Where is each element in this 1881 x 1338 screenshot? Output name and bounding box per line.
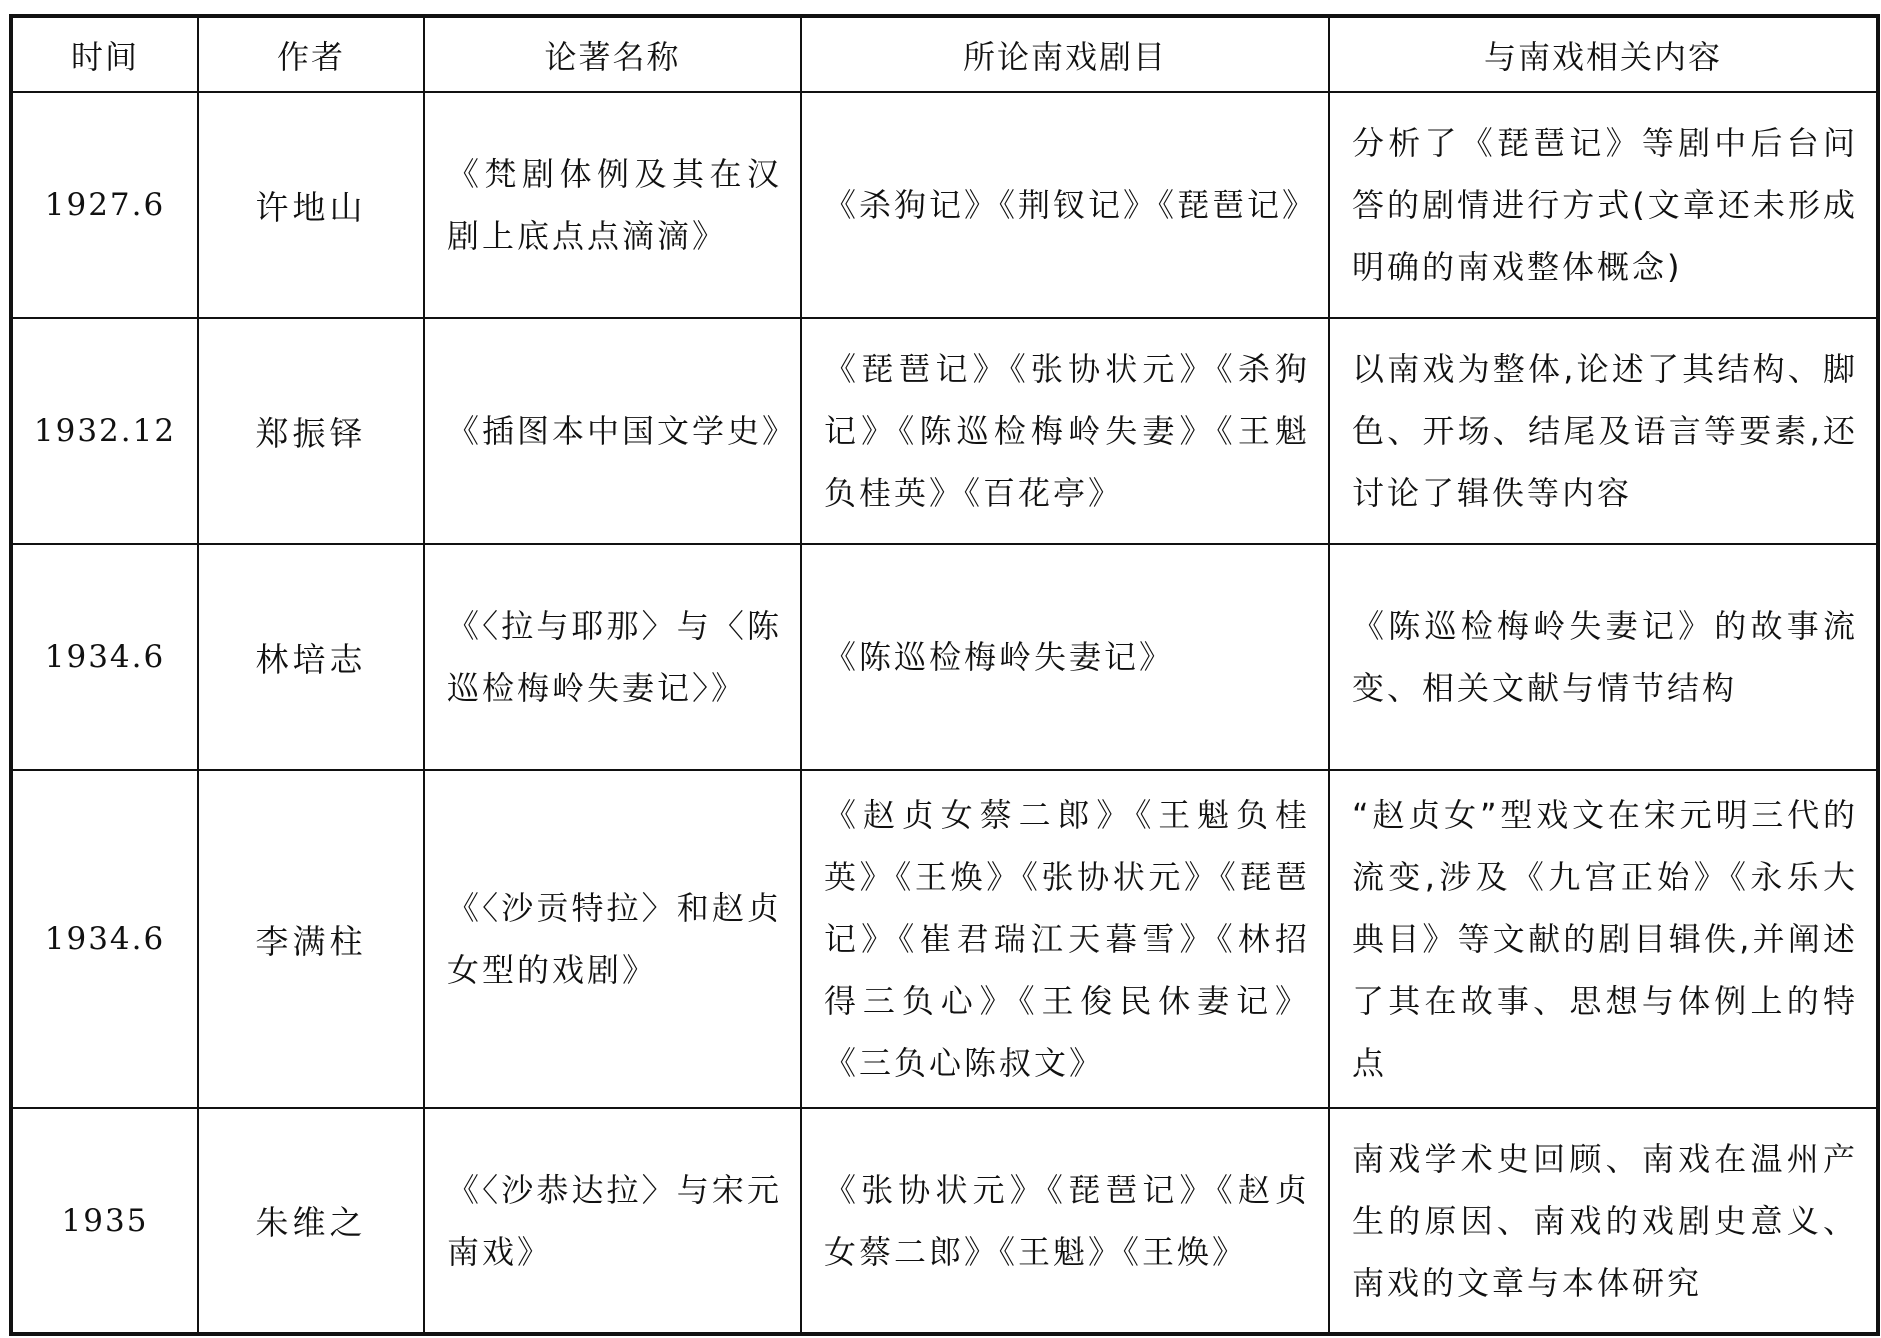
table-row xyxy=(11,92,1878,318)
cell-related-content: 以南戏为整体,论述了其结构、脚色、开场、结尾及语言等要素,还讨论了辑佚等内容 xyxy=(1329,318,1878,544)
cell-work-title: 《〈沙恭达拉〉与宋元南戏》 xyxy=(424,1108,801,1334)
header-plays: 所论南戏剧目 xyxy=(801,16,1329,92)
cell-plays: 《琵琶记》《张协状元》《杀狗记》《陈巡检梅岭失妻》《王魁负桂英》《百花亭》 xyxy=(801,318,1329,544)
cell-time: 1934.6 xyxy=(11,770,198,1108)
cell-author: 李满柱 xyxy=(198,770,424,1108)
cell-work-title: 《〈拉与耶那〉与〈陈巡检梅岭失妻记〉》 xyxy=(424,544,801,770)
cell-related-content: 南戏学术史回顾、南戏在温州产生的原因、南戏的戏剧史意义、南戏的文章与本体研究 xyxy=(1329,1108,1878,1334)
header-related-content: 与南戏相关内容 xyxy=(1329,16,1878,92)
cell-author: 许地山 xyxy=(198,92,424,318)
cell-time: 1935 xyxy=(11,1108,198,1334)
table-row xyxy=(11,318,1878,544)
cell-related-content: 分析了《琵琶记》等剧中后台问答的剧情进行方式(文章还未形成明确的南戏整体概念) xyxy=(1329,92,1878,318)
table-row xyxy=(11,544,1878,770)
research-table xyxy=(9,14,1880,1336)
cell-time: 1927.6 xyxy=(11,92,198,318)
cell-related-content: “赵贞女”型戏文在宋元明三代的流变,涉及《九宫正始》《永乐大典目》等文献的剧目辑佚,并阐述了其在故事、思想与体例上的特点 xyxy=(1329,770,1878,1108)
cell-work-title: 《〈沙贡特拉〉和赵贞女型的戏剧》 xyxy=(424,770,801,1108)
header-row xyxy=(11,16,1878,92)
cell-time: 1932.12 xyxy=(11,318,198,544)
cell-plays: 《陈巡检梅岭失妻记》 xyxy=(801,544,1329,770)
cell-work-title: 《梵剧体例及其在汉剧上底点点滴滴》 xyxy=(424,92,801,318)
cell-work-title: 《插图本中国文学史》 xyxy=(424,318,801,544)
table-row xyxy=(11,770,1878,1108)
cell-author: 郑振铎 xyxy=(198,318,424,544)
cell-plays: 《赵贞女蔡二郎》《王魁负桂英》《王焕》《张协状元》《琵琶记》《崔君瑞江天暮雪》《林招得三负心》《王俊民休妻记》《三负心陈叔文》 xyxy=(801,770,1329,1108)
cell-author: 林培志 xyxy=(198,544,424,770)
header-author: 作者 xyxy=(198,16,424,92)
cell-related-content: 《陈巡检梅岭失妻记》的故事流变、相关文献与情节结构 xyxy=(1329,544,1878,770)
table-row xyxy=(11,1108,1878,1334)
cell-author: 朱维之 xyxy=(198,1108,424,1334)
header-time: 时间 xyxy=(11,16,198,92)
header-work-title: 论著名称 xyxy=(424,16,801,92)
cell-plays: 《张协状元》《琵琶记》《赵贞女蔡二郎》《王魁》《王焕》 xyxy=(801,1108,1329,1334)
cell-time: 1934.6 xyxy=(11,544,198,770)
cell-plays: 《杀狗记》《荆钗记》《琵琶记》 xyxy=(801,92,1329,318)
